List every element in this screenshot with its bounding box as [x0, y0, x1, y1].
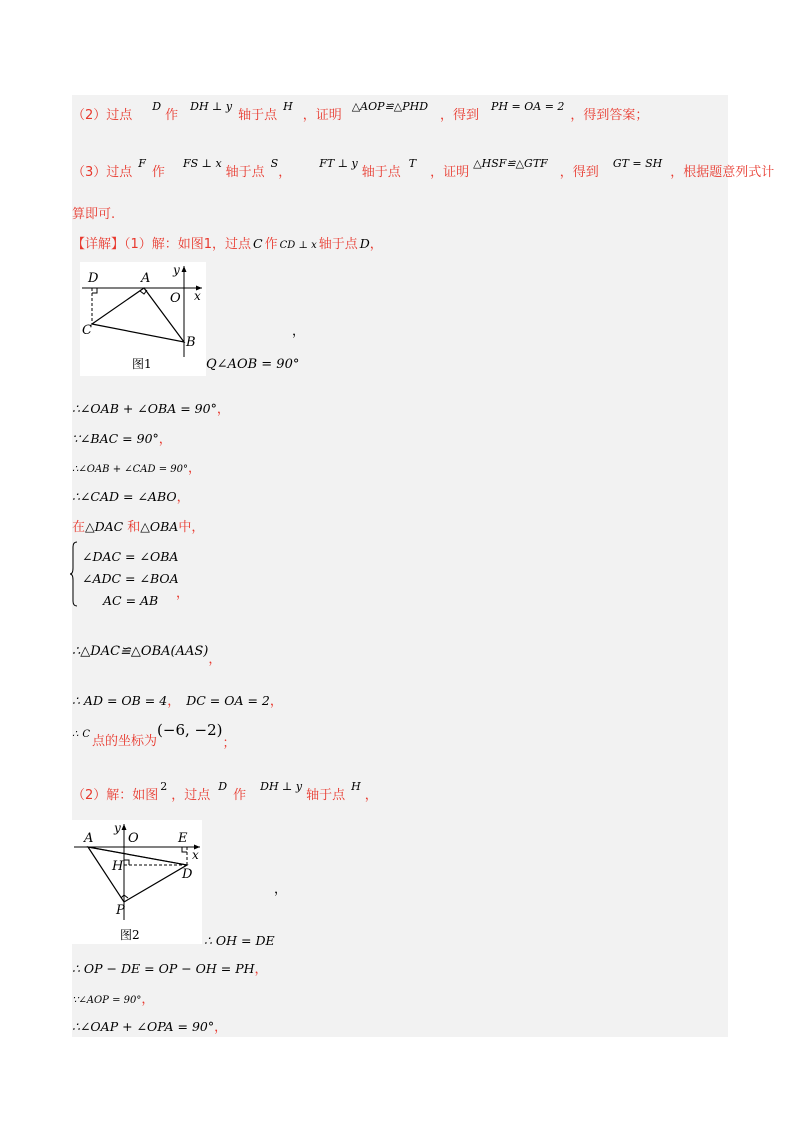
- detail-text: ，: [369, 237, 383, 252]
- hint-text: ，证明: [302, 108, 342, 123]
- math-expr: ∵∠BAC = 90°: [72, 431, 159, 446]
- math-expr: ∴∠OAP + ∠OPA = 90°: [72, 1019, 215, 1034]
- hint-text: ，得到答案；: [570, 108, 649, 123]
- system-comma: [176, 582, 189, 601]
- brace-icon: [70, 541, 78, 607]
- label-o: O: [128, 831, 139, 846]
- punctuation: ，: [176, 586, 190, 601]
- math-expr: ∴ AD = OB = 4: [72, 693, 168, 708]
- math-point: F: [138, 157, 146, 170]
- hint-text: （2）过点: [72, 108, 133, 123]
- punctuation: ，: [158, 432, 172, 447]
- figure-2-drawing: [72, 820, 202, 944]
- hint-continuation: 算即可.: [72, 207, 116, 222]
- punctuation: ，: [176, 490, 190, 505]
- math-point: C: [82, 729, 91, 740]
- punctuation: ，: [167, 694, 181, 709]
- hint-text: 轴于点: [238, 108, 278, 123]
- punctuation: ，: [214, 1020, 228, 1035]
- text: 作: [233, 788, 247, 803]
- label-e: E: [178, 831, 188, 846]
- math-expr: ∠DAC = ∠OBA: [82, 549, 179, 564]
- hint-text: ，得到: [440, 108, 480, 123]
- coordinate-value: (−6, −2): [157, 721, 223, 739]
- math-expr: GT = SH: [612, 157, 663, 170]
- fig1-after: [206, 357, 299, 372]
- label-b: B: [186, 335, 196, 350]
- figure-1-drawing: [80, 262, 206, 376]
- system-brace: [70, 541, 78, 607]
- label-c: C: [82, 323, 92, 338]
- math-expr: ∴∠CAD = ∠ABO: [72, 489, 177, 504]
- punctuation: ；: [222, 736, 236, 751]
- punctuation: ，: [216, 402, 230, 417]
- figure-2: [72, 820, 202, 944]
- fig2-after: [204, 930, 275, 949]
- label-o: O: [170, 291, 181, 306]
- label-x: x: [194, 289, 201, 303]
- punctuation: ，: [269, 694, 283, 709]
- math-expr: △OBA: [140, 519, 179, 534]
- proof-line: [72, 958, 268, 977]
- length-line: [72, 690, 283, 709]
- part2-line: [72, 780, 378, 803]
- punctuation: ，: [254, 962, 268, 977]
- math-expr: ∴△DAC≌△OBA(AAS): [72, 644, 209, 659]
- figure-1-caption: 图1: [132, 357, 152, 371]
- figure-2-caption: 图2: [120, 928, 140, 942]
- proof-line: [72, 486, 190, 505]
- math-expr: FS ⊥ x: [182, 157, 222, 170]
- math-expr: ∵∠AOP = 90°: [72, 995, 142, 1006]
- math-expr: DH ⊥ y: [260, 780, 303, 793]
- math-expr: △DAC: [85, 519, 124, 534]
- label-y: y: [114, 821, 121, 835]
- label-h: H: [112, 859, 124, 874]
- hint-text: ，: [278, 165, 292, 180]
- punctuation: ，: [208, 652, 222, 667]
- math-expr: ∴∠OAB + ∠CAD = 90°: [72, 464, 188, 475]
- right-angle-d: [92, 288, 97, 293]
- math-expr: △AOP≌△PHD: [351, 100, 429, 113]
- label-a: A: [141, 271, 151, 286]
- label-d: D: [182, 867, 193, 882]
- triangle-apd: [88, 847, 187, 902]
- math-expr: Q∠AOB = 90°: [206, 357, 300, 372]
- punctuation: ，: [187, 461, 201, 476]
- label-a: A: [84, 831, 94, 846]
- segment-ad: [88, 847, 187, 865]
- hint-text: ，证明: [430, 165, 470, 180]
- part3-hint-line: [72, 157, 775, 180]
- part2-hint-line: [72, 100, 649, 123]
- right-angle-h: [124, 860, 129, 865]
- math-point: H: [283, 100, 293, 113]
- y-axis-arrow: [182, 266, 187, 272]
- label-d: D: [88, 271, 99, 286]
- proof-line: [72, 457, 201, 476]
- in-triangles-line: [72, 516, 204, 535]
- hint-text: （3）过点: [72, 165, 133, 180]
- proof-line: [72, 988, 154, 1007]
- label-x: x: [192, 848, 199, 862]
- math-point: C: [253, 236, 263, 251]
- text: ，: [364, 788, 378, 803]
- text: （2）解：如图: [72, 788, 159, 803]
- math-expr: △HSF≌△GTF: [473, 157, 548, 170]
- detail-line: [72, 233, 383, 252]
- math-expr: PH = OA = 2: [491, 100, 565, 113]
- hint-text: 作: [165, 108, 179, 123]
- hint-text: ，根据题意列式计: [670, 165, 775, 180]
- proof-line: [72, 428, 172, 447]
- system-eq-3: [103, 590, 158, 609]
- math-expr: ∠ADC = ∠BOA: [82, 571, 179, 586]
- right-angle-e: [182, 847, 187, 852]
- text: 在: [72, 520, 86, 535]
- math-expr: CD ⊥ x: [279, 240, 317, 251]
- fig2-comma: ，: [274, 882, 288, 897]
- math-point: T: [408, 157, 417, 170]
- label-y: y: [173, 263, 180, 277]
- math-number: 2: [160, 780, 168, 793]
- hint-text: 轴于点: [225, 165, 265, 180]
- text: 点的坐标为: [92, 734, 158, 749]
- text: 轴于点: [306, 788, 346, 803]
- text: 中，: [178, 520, 205, 535]
- math-expr: ∴ OP − DE = OP − OH = PH: [72, 961, 255, 976]
- hint-text: 轴于点: [361, 165, 401, 180]
- proof-line: [72, 398, 230, 417]
- punctuation: ，: [141, 992, 155, 1007]
- text: 和: [127, 520, 141, 535]
- math-point: D: [152, 100, 162, 113]
- hint-text: 作: [151, 165, 165, 180]
- math-expr: ∴∠OAB + ∠OBA = 90°: [72, 401, 217, 416]
- math-point: H: [351, 780, 361, 793]
- hint-text: ，得到: [559, 165, 599, 180]
- math-expr: DC = OA = 2: [186, 693, 270, 708]
- fig1-comma: ，: [292, 324, 306, 339]
- math-point: D: [359, 236, 370, 251]
- label-p: P: [116, 903, 125, 918]
- math-expr: ∴: [72, 729, 79, 740]
- detail-text: 作: [264, 237, 278, 252]
- math-expr: AC = AB: [103, 593, 159, 608]
- detail-text: 轴于点: [318, 237, 358, 252]
- cong-line: [72, 640, 222, 667]
- math-point: S: [270, 157, 279, 170]
- math-expr: DH ⊥ y: [190, 100, 233, 113]
- proof-line: [72, 1016, 227, 1035]
- figure-1: [80, 262, 206, 376]
- y-axis-arrow: [122, 824, 127, 830]
- math-point: D: [218, 780, 228, 793]
- text: ，过点: [171, 788, 211, 803]
- detail-heading: 【详解】（1）解：如图1，过点: [72, 237, 252, 252]
- system-eq-1: [82, 546, 178, 565]
- coord-line: [72, 721, 236, 751]
- math-expr: ∴ OH = DE: [204, 933, 275, 948]
- system-eq-2: [82, 568, 179, 587]
- math-expr: FT ⊥ y: [319, 157, 358, 170]
